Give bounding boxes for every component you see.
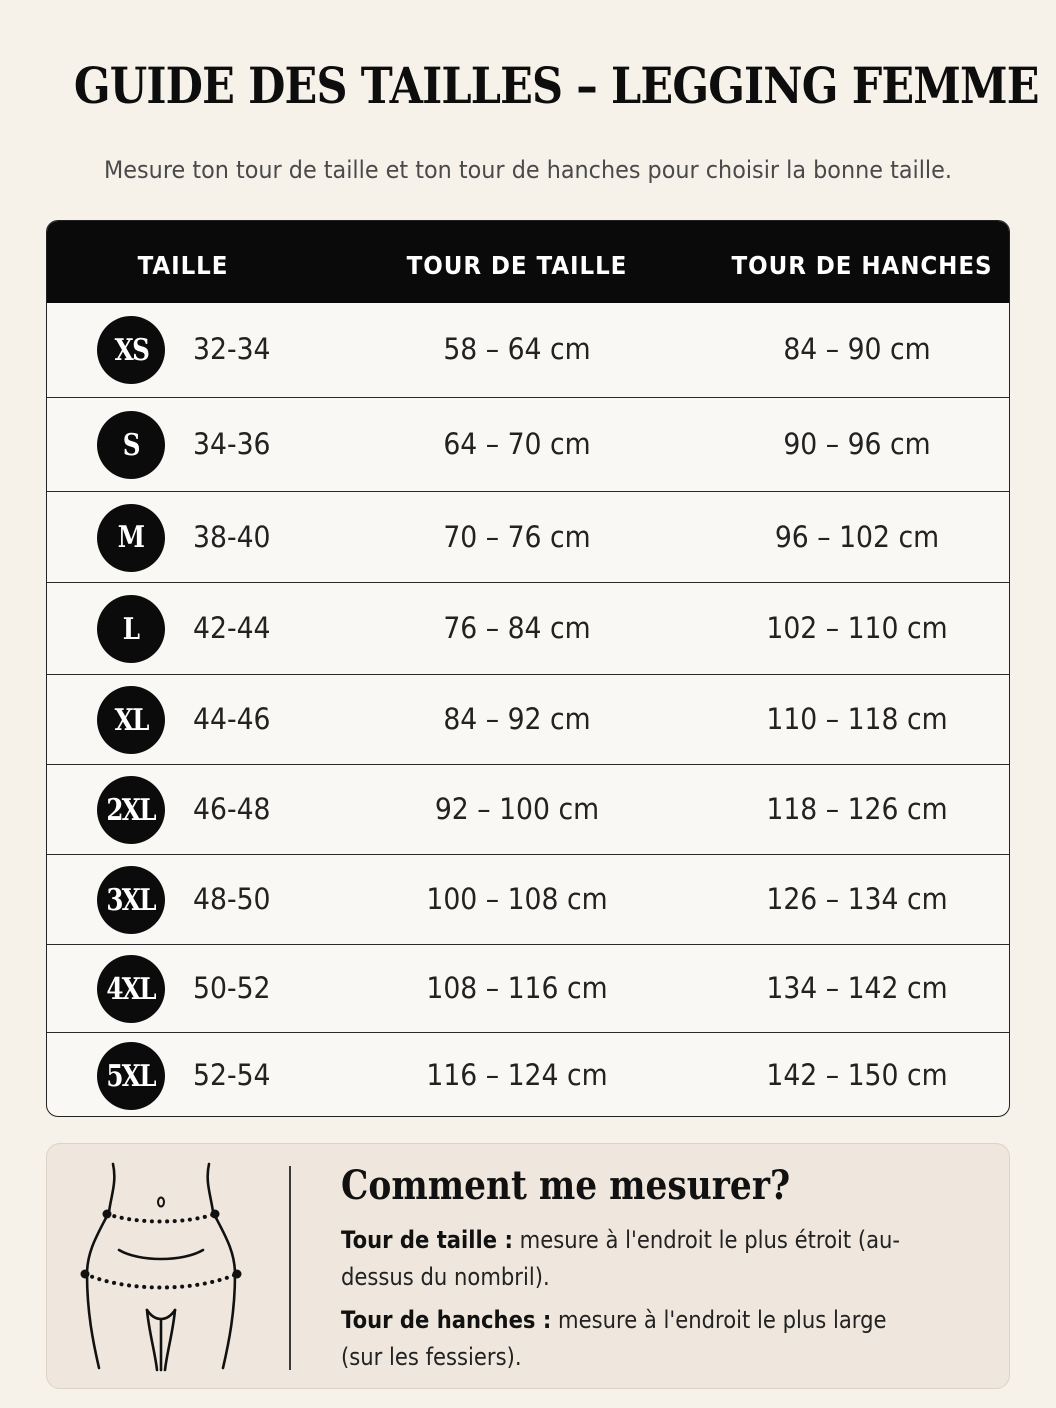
size-badge-label: XS: [114, 332, 148, 368]
waist-cell: 58 – 64 cm: [443, 332, 591, 366]
hips-cell: 134 – 142 cm: [766, 971, 948, 1005]
hips-cell: 126 – 134 cm: [766, 882, 948, 916]
waist-cell: 92 – 100 cm: [434, 792, 600, 826]
hips-cell: 142 – 150 cm: [766, 1058, 948, 1092]
hips-instruction: [341, 1302, 904, 1376]
size-badge: [97, 686, 165, 754]
hips-cell: 102 – 110 cm: [766, 611, 948, 645]
column-header-hips: TOUR DE HANCHES: [731, 251, 993, 280]
table-row: [47, 1032, 1009, 1117]
waist-label: Tour de taille :: [341, 1226, 513, 1254]
table-row: [47, 854, 1009, 944]
column-header-waist: TOUR DE TAILLE: [406, 251, 628, 280]
waist-cell: 64 – 70 cm: [443, 427, 591, 461]
waist-cell: 116 – 124 cm: [426, 1058, 608, 1092]
size-badge-label: 2XL: [106, 792, 156, 828]
waist-text: mesure à l'endroit le plus étroit (au-dessus du nombril).: [341, 1226, 901, 1291]
size-table: [46, 220, 1010, 1117]
eu-size-cell: 48-50: [193, 882, 271, 916]
table-row: [47, 491, 1009, 582]
size-badge-label: XL: [114, 702, 148, 738]
how-to-measure-panel: [46, 1143, 1010, 1389]
eu-size-cell: 50-52: [193, 971, 271, 1005]
size-badge-label: L: [123, 611, 139, 647]
size-badge: [97, 866, 165, 934]
table-body: [47, 303, 1009, 1117]
page-subtitle: Mesure ton tour de taille et ton tour de hanches pour choisir la bonne taille.: [104, 156, 952, 184]
size-badge-label: M: [118, 520, 144, 555]
waist-cell: 70 – 76 cm: [443, 519, 591, 554]
waist-cell: 108 – 116 cm: [426, 971, 608, 1005]
page-title: GUIDE DES TAILLES – LEGGING FEMME: [73, 56, 1039, 115]
body-measurement-illustration: [77, 1162, 247, 1372]
column-header-size: TAILLE: [137, 251, 229, 280]
table-row: [47, 944, 1009, 1032]
size-badge: [97, 411, 165, 479]
size-badge: [97, 1042, 165, 1110]
hips-label: Tour de hanches :: [341, 1306, 552, 1334]
eu-size-cell: 46-48: [193, 792, 271, 826]
eu-size-cell: 34-36: [193, 427, 271, 461]
waist-cell: 100 – 108 cm: [426, 882, 608, 916]
eu-size-cell: 44-46: [193, 702, 271, 736]
table-row: [47, 764, 1009, 854]
size-badge-label: 4XL: [106, 971, 156, 1007]
size-badge-label: 3XL: [106, 882, 156, 918]
hips-cell: 110 – 118 cm: [766, 702, 948, 736]
table-header: [47, 221, 1009, 303]
waist-instruction: [341, 1222, 904, 1296]
table-row: [47, 582, 1009, 674]
table-row: [47, 674, 1009, 764]
table-row: [47, 397, 1009, 491]
size-badge: [97, 316, 165, 384]
eu-size-cell: 42-44: [193, 611, 271, 645]
waist-cell: 84 – 92 cm: [443, 702, 591, 736]
hips-text: mesure à l'endroit le plus large (sur les fessiers).: [341, 1306, 887, 1371]
size-badge: [97, 595, 165, 663]
eu-size-cell: 38-40: [193, 519, 271, 554]
table-row: [47, 303, 1009, 397]
size-badge-label: 5XL: [106, 1058, 156, 1094]
eu-size-cell: 52-54: [193, 1058, 271, 1092]
hips-cell: 84 – 90 cm: [783, 332, 931, 366]
panel-divider: [289, 1166, 291, 1370]
size-badge: [97, 776, 165, 844]
size-badge-label: S: [122, 427, 140, 463]
hips-cell: 96 – 102 cm: [774, 519, 940, 554]
waist-cell: 76 – 84 cm: [443, 611, 591, 645]
eu-size-cell: 32-34: [193, 332, 271, 366]
hips-cell: 90 – 96 cm: [783, 427, 931, 461]
size-badge: [97, 955, 165, 1023]
hips-cell: 118 – 126 cm: [766, 792, 948, 826]
size-badge: [97, 504, 165, 572]
how-to-title: Comment me mesurer?: [341, 1162, 791, 1209]
